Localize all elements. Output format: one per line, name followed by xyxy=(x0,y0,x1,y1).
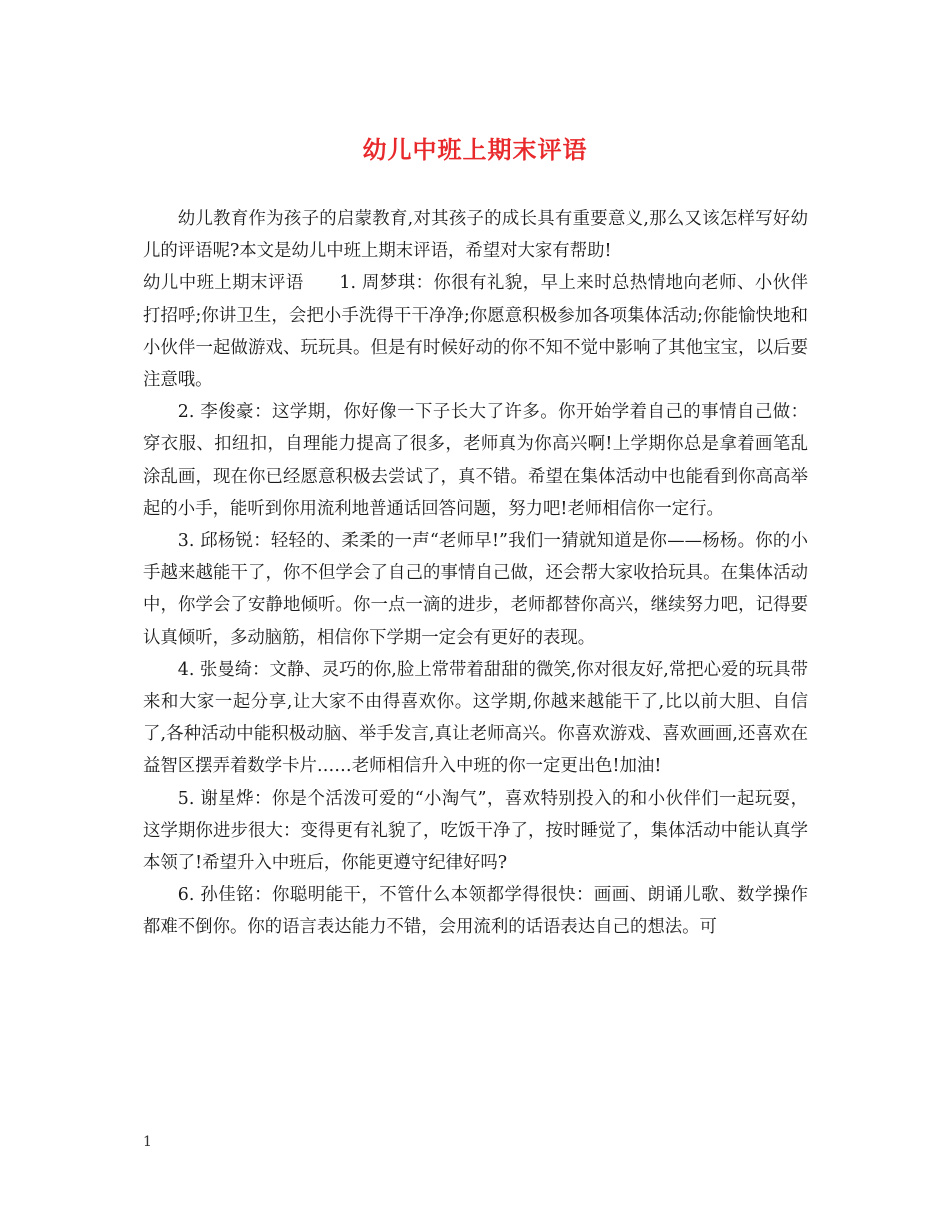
document-body xyxy=(143,203,808,944)
page-number: 1 xyxy=(143,1134,152,1150)
paragraph-comment-3: 3. 邱杨锐：轻轻的、柔柔的一声“老师早!”我们一猜就知道是你——杨杨。你的小手越来越能干了，你不但学会了自己的事情自己做，还会帮大家收拾玩具。在集体活动中，你学会了安静地倾听。你一点一滴的进步，老师都替你高兴，继续努力吧，记得要认真倾听，多动脑筋，相信你下学期一定会有更好的表现。 xyxy=(143,531,808,648)
paragraph-comment-6: 6. 孙佳铭：你聪明能干，不管什么本领都学得很快：画画、朗诵儿歌、数学操作都难不倒你。你的语言表达能力不错，会用流利的话语表达自己的想法。可 xyxy=(143,885,808,938)
paragraph-comment-4: 4. 张曼绮：文静、灵巧的你,脸上常带着甜甜的微笑,你对很友好,常把心爱的玩具带来和大家一起分享,让大家不由得喜欢你。这学期,你越来越能干了,比以前大胆、自信了,各种活动中能积极动脑、举手发言,真让老师高兴。你喜欢游戏、喜欢画画,还喜欢在益智区摆弄着数学卡片……老师相信升入中班的你一定更出色!加油! xyxy=(143,659,808,777)
paragraph-comment-5: 5. 谢星烨：你是个活泼可爱的“小淘气”，喜欢特别投入的和小伙伴们一起玩耍，这学期你进步很大：变得更有礼貌了，吃饭干净了，按时睡觉了，集体活动中能认真学本领了!希望升入中班后，你能更遵守纪律好吗? xyxy=(143,788,808,874)
paragraph-intro: 幼儿教育作为孩子的启蒙教育,对其孩子的成长具有重要意义,那么又该怎样写好幼儿的评语呢?本文是幼儿中班上期末评语，希望对大家有帮助! xyxy=(143,209,808,262)
paragraph-comment-1: 幼儿中班上期末评语 1. 周梦琪：你很有礼貌，早上来时总热情地向老师、小伙伴打招呼;你讲卫生，会把小手洗得干干净净;你愿意积极参加各项集体活动;你能愉快地和小伙伴一起做游戏、玩玩具。但是有时候好动的你不知不觉中影响了其他宝宝，以后要注意哦。 xyxy=(143,273,808,391)
paragraph-comment-2: 2. 李俊豪：这学期，你好像一下子长大了许多。你开始学着自己的事情自己做：穿衣服、扣纽扣，自理能力提高了很多，老师真为你高兴啊!上学期你总是拿着画笔乱涂乱画，现在你已经愿意积极去尝试了，真不错。希望在集体活动中也能看到你高高举起的小手，能听到你用流利地普通话回答问题，努力吧!老师相信你一定行。 xyxy=(143,402,808,519)
document-title: 幼儿中班上期末评语 xyxy=(362,135,588,164)
